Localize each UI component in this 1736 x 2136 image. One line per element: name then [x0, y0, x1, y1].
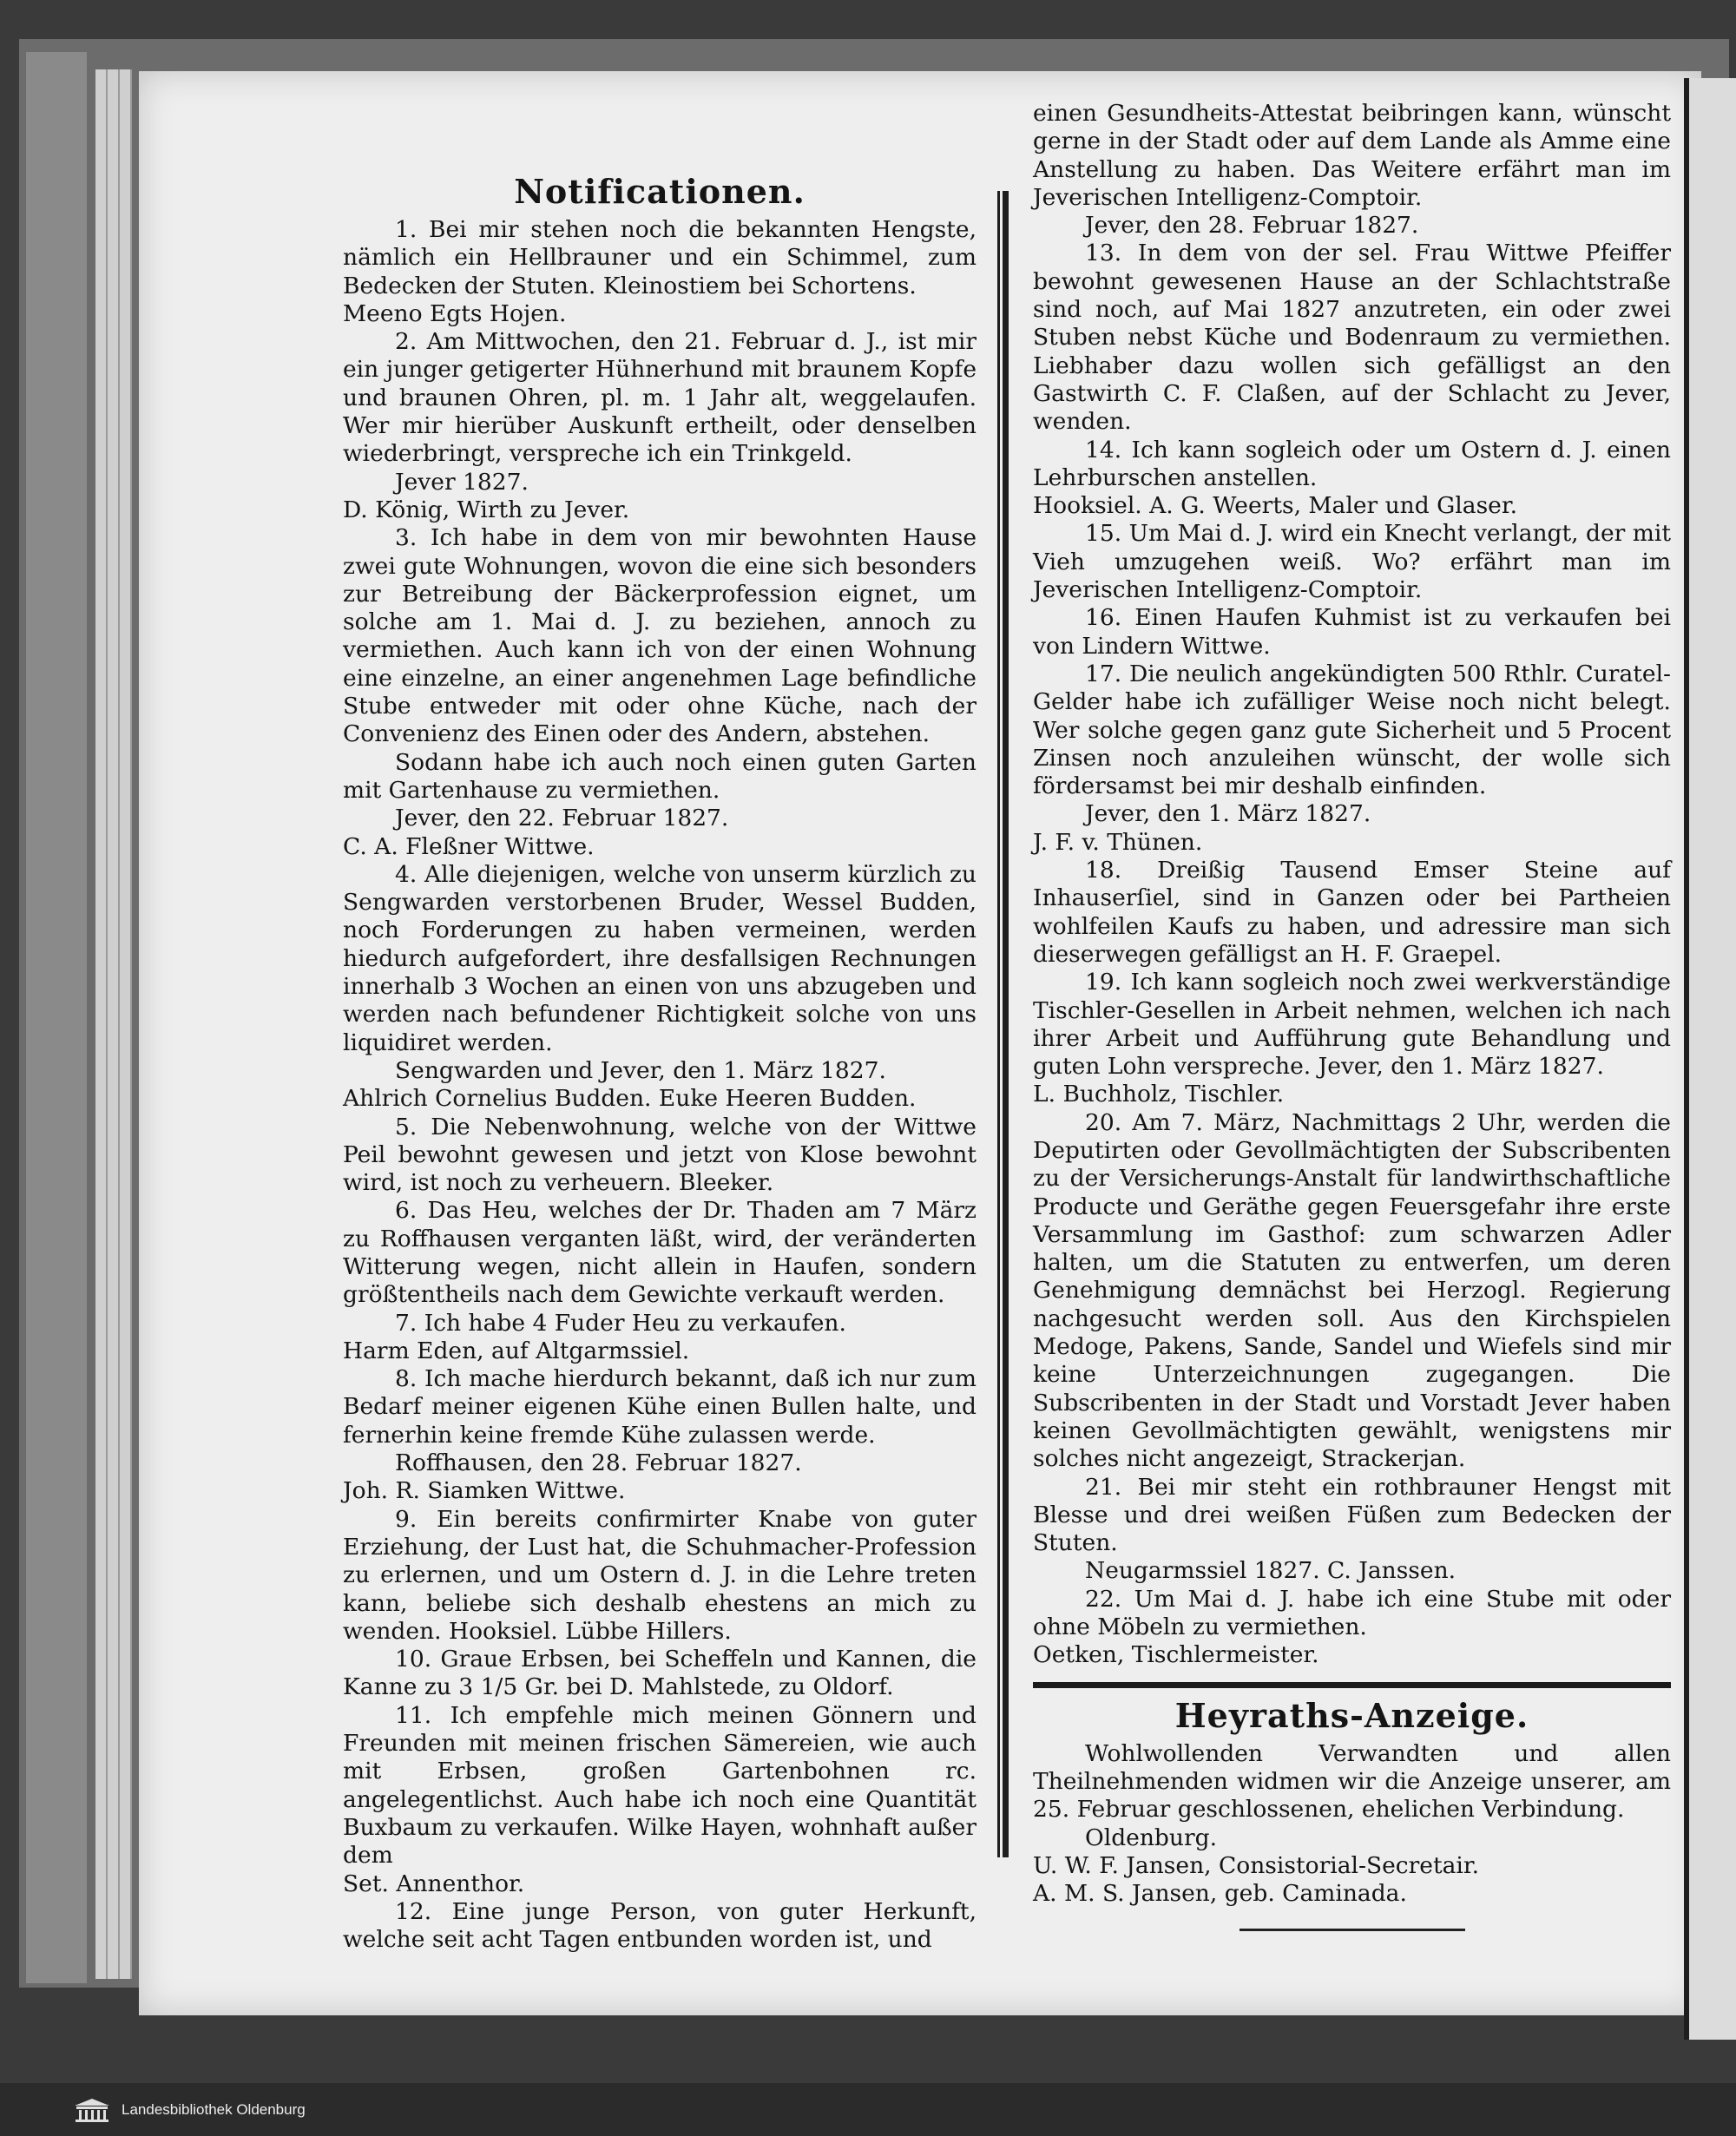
signature-line: L. Buchholz, Tischler.	[1033, 1081, 1285, 1108]
notice-paragraph: einen Gesundheits-Attestat beibringen kann, wünscht gerne in der Stadt oder auf dem Lande als Amme eine Anstellung zu haben. Das Weitere erfährt man im Jeverischen Intelligenz-Comptoir.	[1033, 100, 1671, 211]
notice-paragraph: 21. Bei mir steht ein rothbrauner Hengst mit Blesse und drei weißen Füßen zum Bedecken der Stuten.	[1033, 1473, 1671, 1557]
place-date-line: Jever, den 28. Februar 1827.	[1085, 212, 1419, 240]
signature-line: Meeno Egts Hojen.	[343, 299, 567, 327]
notice-paragraph: 1. Bei mir stehen noch die bekannten Hengste, nämlich ein Hellbrauner und ein Schimmel, zum Bedecken der Stuten. Kleinostiem bei Schortens.	[343, 216, 976, 299]
notice-paragraph: 7. Ich habe 4 Fuder Heu zu verkaufen.	[395, 1309, 846, 1337]
notice-paragraph: 9. Ein bereits confirmirter Knabe von guter Erziehung, der Lust hat, die Schuhmacher-Profession zu erlernen, und um Ostern d. J. in die Lehre treten kann, beliebe sich deshalb ehestens an mich zu wenden. Hooksiel. Lübbe Hillers.	[343, 1505, 976, 1645]
marriage-paragraphs	[1033, 1740, 1671, 1909]
page-edge	[108, 69, 120, 1979]
signature-line: J. F. v. Thünen.	[1033, 828, 1203, 856]
notice-paragraph: 12. Eine junge Person, von guter Herkunft, welche seit acht Tagen entbunden worden ist, und	[343, 1897, 976, 1954]
notice-paragraph: 14. Ich kann sogleich oder um Ostern d. J. einen Lehrburschen anstellen.	[1033, 436, 1671, 491]
notice-paragraph: Hooksiel. A. G. Weerts, Maler und Glaser.	[1033, 492, 1518, 520]
left-column	[343, 100, 976, 1954]
place-date-line: Neugarmssiel 1827. C. Janssen.	[1085, 1557, 1457, 1585]
signature-line: D. König, Wirth zu Jever.	[343, 496, 630, 523]
notice-paragraph: 8. Ich mache hierdurch bekannt, daß ich nur zum Bedarf meiner eigenen Kühe einen Bullen halte, und fernerhin keine fremde Kühe zulassen werde.	[343, 1365, 976, 1449]
notice-paragraph: 18. Dreißig Tausend Emser Steine auf Inhauserſiel, sind in Ganzen oder bei Partheien wohlfeilen Kaufs zu haben, und adressire man sich dieserwegen gefälligst an H. F. Graepel.	[1033, 857, 1671, 968]
right-paragraphs	[1033, 100, 1671, 1670]
place-date-line: Jever, den 1. März 1827.	[1085, 800, 1371, 828]
notice-paragraph: Sodann habe ich auch noch einen guten Garten mit Gartenhause zu vermiethen.	[343, 748, 976, 804]
notice-paragraph: 22. Um Mai d. J. habe ich eine Stube mit oder ohne Möbeln zu vermiethen.	[1033, 1585, 1671, 1641]
notice-paragraph: 10. Graue Erbsen, bei Scheffeln und Kannen, die Kanne zu 3 1/5 Gr. bei D. Mahlstede, zu Oldorf.	[343, 1646, 976, 1701]
notice-paragraph: 19. Ich kann sogleich noch zwei werkverständige Tischler-Gesellen in Arbeit nehmen, welchen ich nach ihrer Arbeit und Aufführung gute Behandlung und guten Lohn verspreche. Jever, den 1. März 1827.	[1033, 969, 1671, 1081]
facing-page-edge	[1684, 78, 1736, 2040]
place-date-line: Sengwarden und Jever, den 1. März 1827.	[395, 1056, 886, 1084]
notice-paragraph: 4. Alle diejenigen, welche von unserm kürzlich zu Sengwarden verstorbenen Bruder, Wessel Budden, noch Forderungen zu haben vermeinen, werden hiedurch aufgefordert, ihre desfallsigen Rechnungen innerhalb 3 Wochen an einen von uns abzugeben und werden nach befundener Richtigkeit solche von uns liquidiret werden.	[343, 860, 976, 1056]
left-paragraphs	[343, 216, 976, 1954]
place-date-line: Jever, den 22. Februar 1827.	[395, 805, 729, 832]
column-divider	[1000, 191, 1009, 1857]
end-rule	[1240, 1929, 1465, 1931]
place-date-line: Oldenburg.	[1085, 1824, 1217, 1851]
page-edge	[95, 69, 108, 1979]
library-name: Landesbibliothek Oldenburg	[122, 2100, 306, 2118]
signature-line: Oetken, Tischlermeister.	[1033, 1641, 1319, 1669]
notice-paragraph: Ahlrich Cornelius Budden. Euke Heeren Budden.	[343, 1085, 917, 1113]
marriage-heading: Heyraths-Anzeige.	[1174, 1695, 1529, 1735]
notice-paragraph: 16. Einen Haufen Kuhmist ist zu verkaufen bei von Lindern Wittwe.	[1033, 604, 1671, 660]
notice-paragraph: 13. In dem von der sel. Frau Wittwe Pfeiffer bewohnt gewesenen Hause an der Schlachtstraße sind noch, auf Mai 1827 anzutreten, ein oder zwei Stuben nebst Küche und Bodenraum zu vermiethen. Liebhaber dazu wollen sich gefälligst an den Gastwirth C. F. Claßen, auf der Schlacht zu Jever, wenden.	[1033, 240, 1671, 436]
footer-bar	[0, 2083, 1736, 2136]
signature-line: Set. Annenthor.	[343, 1870, 525, 1897]
library-building-icon	[73, 2097, 111, 2123]
notice-paragraph: 20. Am 7. März, Nachmittags 2 Uhr, werden die Deputirten oder Gevollmächtigten der Subscribenten zu der Versicherungs-Anstalt für landwirthschaftliche Producte und Geräthe gegen Feuersgefahr ihre erste Versammlung im Gasthof: zum schwarzen Adler halten, um die Statuten zu entwerfen, um deren Genehmigung demnächst bei Herzogl. Regierung nachgesucht werden soll. Aus den Kirchspielen Medoge, Pakens, Sande, Sandel und Wiefels sind mir keine Unterzeichnungen zugegangen. Die Subscribenten in der Stadt und Vorstadt Jever haben keinen Gevollmächtigten gewählt, wenigstens mir solches nicht angezeigt, Strackerjan.	[1033, 1108, 1671, 1473]
page-edge	[120, 69, 132, 1979]
binding-strip	[26, 52, 87, 1983]
signature-line: C. A. Fleßner Wittwe.	[343, 832, 595, 860]
section-rule	[1033, 1682, 1671, 1688]
place-date-line: Roffhausen, den 28. Februar 1827.	[395, 1449, 802, 1477]
notice-paragraph: 5. Die Nebenwohnung, welche von der Wittwe Peil bewohnt gewesen und jetzt von Klose bewohnt wird, ist noch zu verheuern. Bleeker.	[343, 1113, 976, 1197]
signature-line: U. W. F. Jansen, Consistorial-Secretair.	[1033, 1851, 1480, 1879]
notice-paragraph: Wohlwollenden Verwandten und allen Theilnehmenden widmen wir die Anzeige unserer, am 25. Februar geschlossenen, ehelichen Verbindung.	[1033, 1739, 1671, 1824]
right-column	[1033, 100, 1671, 1931]
section-heading: Notificationen.	[514, 172, 806, 211]
notice-paragraph: 11. Ich empfehle mich meinen Gönnern und Freunden mit meinen frischen Sämereien, wie auch mit Erbsen, großen Gartenbohnen rc. angelegentlichst. Auch habe ich noch eine Quantität Buxbaum zu verkaufen. Wilke Hayen, wohnhaft außer dem	[343, 1701, 976, 1870]
notice-paragraph: 15. Um Mai d. J. wird ein Knecht verlangt, der mit Vieh umzugehen weiß. Wo? erfährt man im Jeverischen Intelligenz-Comptoir.	[1033, 520, 1672, 604]
signature-line: Harm Eden, auf Altgarmssiel.	[343, 1337, 690, 1364]
notice-paragraph: 6. Das Heu, welches der Dr. Thaden am 7 März zu Roffhausen verganten läßt, wird, der veränderten Witterung wegen, nicht allein in Haufen, sondern größtentheils nach dem Gewichte verkauft werden.	[343, 1197, 976, 1309]
place-date-line: Jever 1827.	[395, 468, 529, 496]
signature-line: A. M. S. Jansen, geb. Caminada.	[1033, 1880, 1407, 1908]
notice-paragraph: 17. Die neulich angekündigten 500 Rthlr. Curatel-Gelder habe ich zufälliger Weise noch nicht belegt. Wer solche gegen ganz gute Sicherheit und 5 Procent Zinsen noch anzuleihen wünscht, der wolle sich fördersamst bei mir deshalb einfinden.	[1033, 660, 1671, 800]
signature-line: Joh. R. Siamken Wittwe.	[343, 1477, 626, 1505]
notice-paragraph: 2. Am Mittwochen, den 21. Februar d. J., ist mir ein junger getigerter Hühnerhund mit braunem Kopfe und braunen Ohren, pl. m. 1 Jahr alt, weggelaufen. Wer mir hierüber Auskunft ertheilt, oder denselben wiederbringt, verspreche ich ein Trinkgeld.	[343, 328, 976, 468]
notice-paragraph: 3. Ich habe in dem von mir bewohnten Hause zwei gute Wohnungen, wovon die eine sich besonders zur Betreibung der Bäckerprofession eignet, um solche am 1. Mai d. J. zu beziehen, annoch zu vermiethen. Auch kann ich von der einen Wohnung eine einzelne, an einer angenehmen Lage befindliche Stube entweder mit oder ohne Küche, nach der Convenienz des Einen oder des Andern, abstehen.	[343, 524, 976, 748]
